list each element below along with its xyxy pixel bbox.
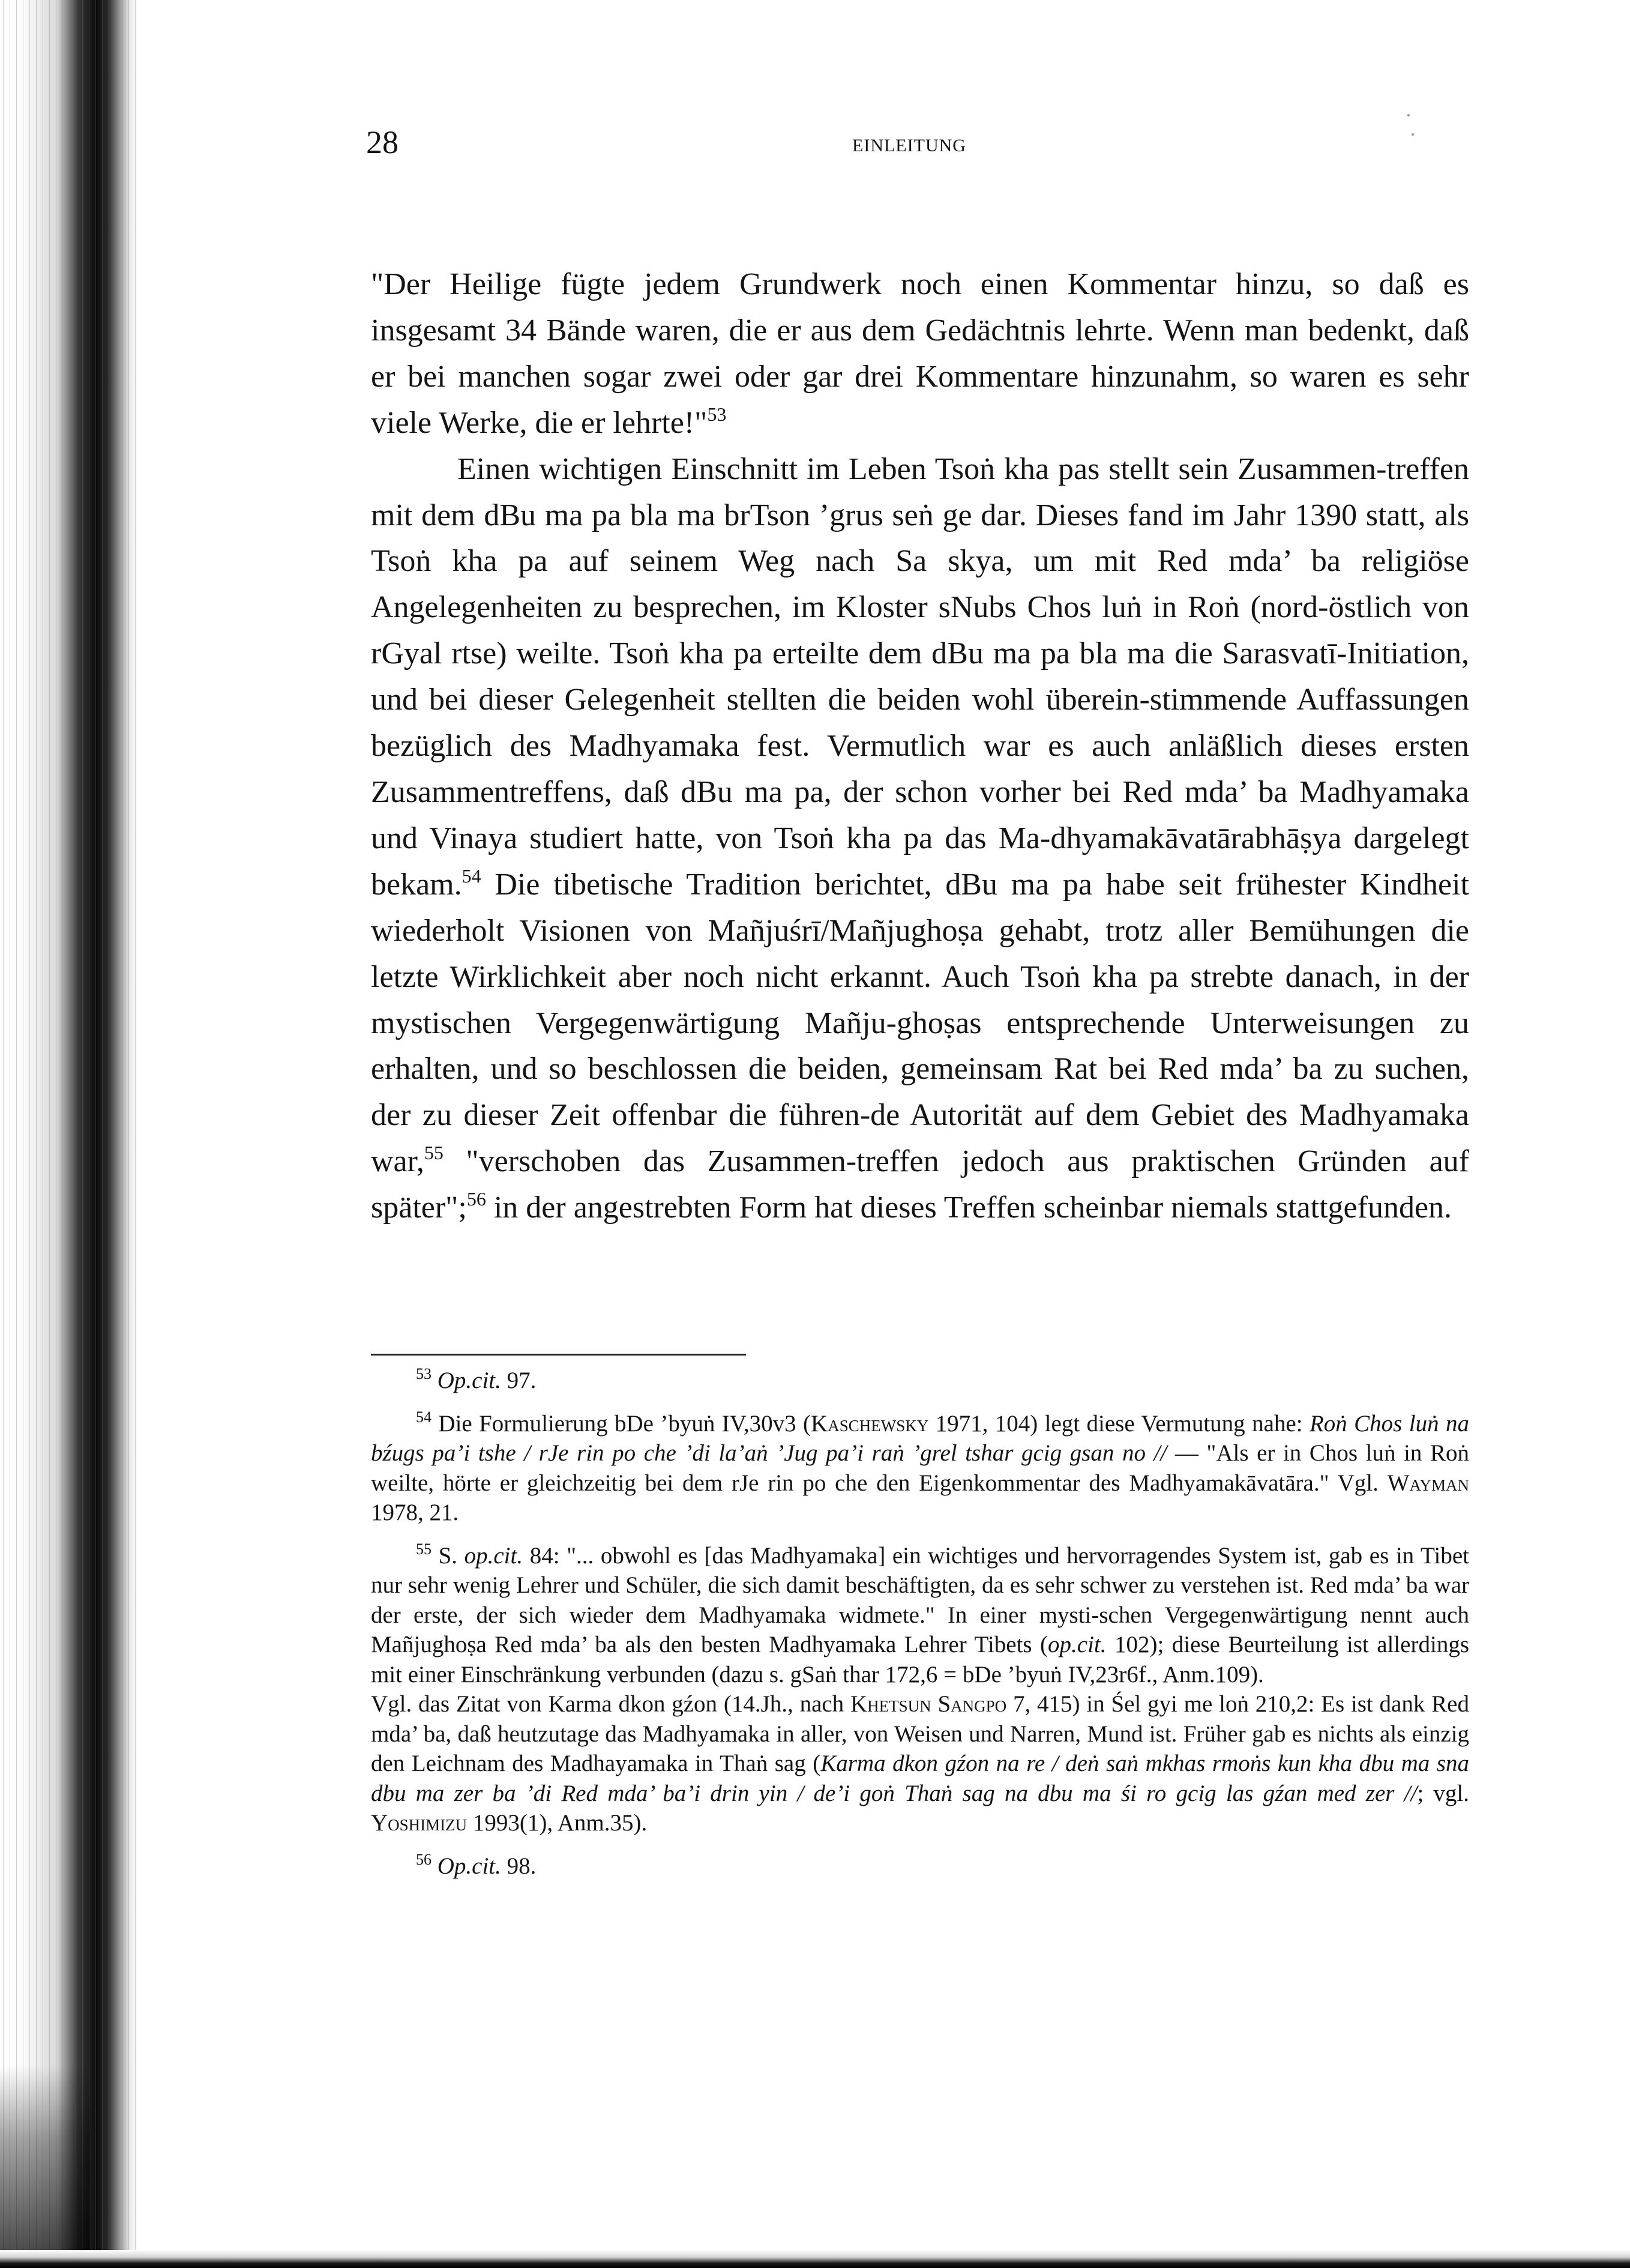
footnote-56-ref: Op.cit. xyxy=(437,1853,501,1879)
paragraph-1 xyxy=(371,262,1469,447)
footnote-ref-56[interactable]: 56 xyxy=(466,1188,486,1210)
footnote-55-text-3: 102); diese Beurteilung ist allerdings mit einer Einschränkung verbunden (dazu s. gSaṅ thar 172,6 = bDe ’byuṅ IV,23r6f., Anm.109). xyxy=(371,1632,1469,1687)
footnote-separator xyxy=(371,1354,746,1356)
footnote-55-ref-2: op.cit. xyxy=(1048,1632,1107,1657)
footnote-55 xyxy=(371,1541,1469,1690)
footnote-55-text-2: 84: "... obwohl es [das Madhyamaka] ein wichtiges und hervorragendes System ist, gab es in Tibet nur sehr wenig Lehrer und Schüler, die sich damit beschäftigten, da es sehr schwer zu verstehen ist. Red mda’ ba war der erste, der sich wieder dem Madhyamaka widmete." In einer mysti-schen Vergegenwärtigung nennt auch Mañjughoṣa Red mda’ ba als den besten Madhyamaka Lehrer Tibets ( xyxy=(371,1542,1469,1657)
paragraph-2-part3: "verschoben das Zusammen-treffen jedoch aus praktischen Gründen auf später"; xyxy=(371,1144,1469,1225)
page-number: 28 xyxy=(366,124,398,160)
footnote-54 xyxy=(371,1409,1469,1528)
footnote-53 xyxy=(371,1366,1469,1396)
footnote-55-mark: 55 xyxy=(416,1540,432,1558)
footnote-54-author-2: Wayman xyxy=(1387,1470,1469,1496)
footnote-55-cont-text-1: Vgl. das Zitat von Karma dkon gźon (14.Jh., nach xyxy=(371,1691,850,1717)
footnote-54-text-4: 1978, 21. xyxy=(371,1500,459,1525)
spine-bottom-shadow xyxy=(0,2065,90,2268)
footnote-55-ref-1: op.cit. xyxy=(464,1542,523,1569)
running-head: EINLEITUNG xyxy=(852,136,966,155)
paragraph-2-part1: Einen wichtigen Einschnitt im Leben Tsoṅ kha pas stellt sein Zusammen-treffen mit dem dBu ma pa bla ma brTson ’grus seṅ ge dar. Dieses fand im Jahr 1390 statt, als Tsoṅ kha pa auf seinem Weg nach Sa skya, um mit Red mda’ ba religiöse Angelegenheiten zu besprechen, im Kloster sNubs Chos luṅ in Roṅ (nord-östlich von rGyal rtse) weilte. Tsoṅ kha pa erteilte dem dBu ma pa bla ma die Sarasvatī-Initiation, und bei dieser Gelegenheit stellten die beiden wohl überein-stimmende Auffassungen bezüglich des Madhyamaka fest. Vermutlich war es auch anläßlich dieses ersten Zusammentreffens, daß dBu ma pa, der schon vorher bei Red mda’ ba Madhyamaka und Vinaya studiert hatte, von Tsoṅ kha pa das Ma-dhyamakāvatārabhāṣya dargelegt bekam. xyxy=(371,451,1469,902)
footnote-56 xyxy=(371,1851,1469,1881)
footnote-55-cont-text-3: ; vgl. xyxy=(1417,1780,1469,1806)
page-bottom-edge xyxy=(0,2250,1630,2268)
footnote-ref-53[interactable]: 53 xyxy=(707,403,727,425)
footnote-55-author-1: Khetsun Sangpo xyxy=(850,1691,1007,1717)
paragraph-2-part4: in der angestrebten Form hat dieses Treffen scheinbar niemals stattgefunden. xyxy=(486,1190,1452,1225)
footnote-54-text-1: Die Formulierung bDe ’byuṅ IV,30v3 ( xyxy=(432,1410,811,1437)
footnote-55-continuation xyxy=(371,1689,1469,1838)
scan-speck xyxy=(1407,114,1410,116)
footnote-54-author-1: Kaschewsky xyxy=(811,1410,929,1437)
paragraph-2-part2: Die tibetische Tradition berichtet, dBu ma pa habe seit frühester Kindheit wiederholt Visionen von Mañjuśrī/Mañjughoṣa gehabt, trotz aller Bemühungen die letzte Wirklichkeit aber noch nicht erkannt. Auch Tsoṅ kha pa strebte danach, in der mystischen Vergegenwärtigung Mañju-ghoṣas entsprechende Unterweisungen zu erhalten, und so beschlossen die beiden, gemeinsam Rat bei Red mda’ ba zu suchen, der zu dieser Zeit offenbar die führen-de Autorität auf dem Gebiet des Madhyamaka war, xyxy=(371,867,1469,1179)
footnote-54-text-3: — "Als er in Chos luṅ in Roṅ weilte, hörte er gleichzeitig bei dem rJe rin po che den Eigenkommentar des Madhyamakāvatāra." Vgl. xyxy=(371,1440,1469,1496)
footnote-54-text-2: 1971, 104) legt diese Vermutung nahe: xyxy=(928,1410,1310,1437)
footnotes xyxy=(371,1366,1469,1894)
footnote-55-cont-text-2: 7, 415) in Śel gyi me loṅ 210,2: Es ist dank Red mda’ ba, daß heutzutage das Madhyamaka in aller, von Weisen und Narren, Mund ist. Früher gab es nichts als einzig den Leichnam des Madhayamaka in Thaṅ sag ( xyxy=(371,1691,1469,1776)
footnote-53-ref: Op.cit. xyxy=(437,1368,501,1393)
paragraph-2 xyxy=(371,447,1469,1231)
footnote-53-text: 97. xyxy=(501,1368,537,1393)
footnote-56-text: 98. xyxy=(501,1853,537,1879)
footnote-ref-55[interactable]: 55 xyxy=(424,1142,444,1164)
main-text xyxy=(371,262,1469,1231)
footnote-56-mark: 56 xyxy=(416,1850,432,1868)
book-spine-shadow xyxy=(0,0,138,2268)
footnote-53-mark: 53 xyxy=(416,1365,432,1383)
footnote-55-cont-text-4: 1993(1), Anm.35). xyxy=(467,1810,648,1836)
paragraph-1-text: "Der Heilige fügte jedem Grundwerk noch einen Kommentar hinzu, so daß es insgesamt 34 Bände waren, die er aus dem Gedächtnis lehrte. Wenn man bedenkt, daß er bei manchen sogar zwei oder gar drei Kommentare hinzunahm, so waren es sehr viele Werke, die er lehrte!" xyxy=(371,267,1469,440)
scan-speck xyxy=(1412,133,1414,136)
footnote-54-quote: Roṅ Chos luṅ na bźugs pa’i tshe / rJe rin po che ’di la’aṅ ’Jug pa’i raṅ ’grel tshar gcig gsan no // xyxy=(371,1410,1469,1466)
footnote-54-mark: 54 xyxy=(416,1408,432,1426)
footnote-ref-54[interactable]: 54 xyxy=(462,864,481,887)
footnote-55-text-1: S. xyxy=(432,1542,465,1569)
footnote-55-author-2: Yoshimizu xyxy=(371,1810,468,1836)
footnote-55-quote: Karma dkon gźon na re / deṅ saṅ mkhas rmoṅs kun kha dbu ma sna dbu ma zer ba ’di Red mda’ ba’i drin yin / de’i goṅ Thaṅ sag na dbu ma śi ro gcig las gźan med zer // xyxy=(371,1751,1469,1806)
